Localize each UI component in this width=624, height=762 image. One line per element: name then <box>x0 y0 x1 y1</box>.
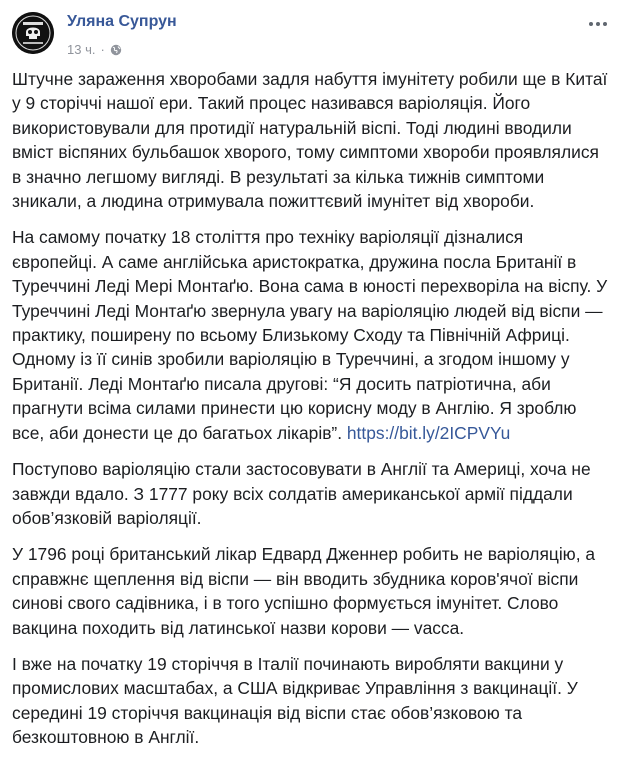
meta-separator: · <box>100 42 105 57</box>
post-meta <box>67 42 122 57</box>
avatar-logo-icon <box>12 12 54 54</box>
globe-icon[interactable] <box>110 44 122 56</box>
post-paragraph-2-text: На самому початку 18 століття про техніку варіоляції дізналися європейці. А саме англійська аристократка, дружина посла Британії в Туреччині Леді Мері Монтаґю. Вона сама в юності перехворіла на віспу. У Туреччині Леді Монтаґю звернула увагу на варіоляцію людей від віспи — практику, поширену по всьому Близькому Сходу та Північній Африці. Одному із її синів зробили варіоляцію в Туреччині, а згодом іншому у Британії. Леді Монтаґю писала другові: “Я досить патріотична, аби прагнути всіма силами принести цю корисну моду в Англію. Я зроблю все, аби донести це до багатьох лікарів”. <box>12 227 608 443</box>
post-paragraph-4: У 1796 році британський лікар Едвард Дженнер робить не варіоляцію, а справжнє щеплення від віспи — він вводить збудника коров'ячої віспи синові свого садівника, і в того успішно формується імунітет. Слово вакцина походить від латинської назви корови — vacca. <box>12 544 596 638</box>
author-name[interactable]: Уляна Супрун <box>67 13 177 30</box>
post-paragraph-1: Штучне зараження хворобами задля набуття імунітету робили ще в Китаї у 9 сторіччі нашої ери. Такий процес називався варіоляція. Його використовували для протидії натуральній віспі. Тоді людині вводили вміст віспяних бульбашок хворого, тому симптоми хвороби проявлялися в значно легшому вигляді. В результаті за кілька тижнів симптоми зникали, а людина отримувала пожиттєвий імунітет від хвороби. <box>12 69 608 212</box>
post-paragraph-2 <box>12 225 608 445</box>
post-paragraph-5: І вже на початку 19 сторіччя в Італії починають виробляти вакцини у промислових масштабах, а США відкриває Управління з вакцинації. У середині 19 сторіччя вакцинація від віспи стає обов’язковою та безкоштовною в Англії. <box>12 653 578 748</box>
post-link[interactable]: https://bit.ly/2ICPVYu <box>346 422 511 443</box>
more-options-icon[interactable] <box>586 16 610 32</box>
author-avatar[interactable] <box>12 12 54 54</box>
post-header <box>12 10 612 66</box>
post-time[interactable]: 13 ч. <box>67 42 96 57</box>
post-paragraph-3: Поступово варіоляцію стали застосовувати в Англії та Америці, хоча не завжди вдало. З 1777 року всіх солдатів американської армії піддали обов’язковій варіоляції. <box>12 459 591 528</box>
post-text <box>12 67 608 762</box>
